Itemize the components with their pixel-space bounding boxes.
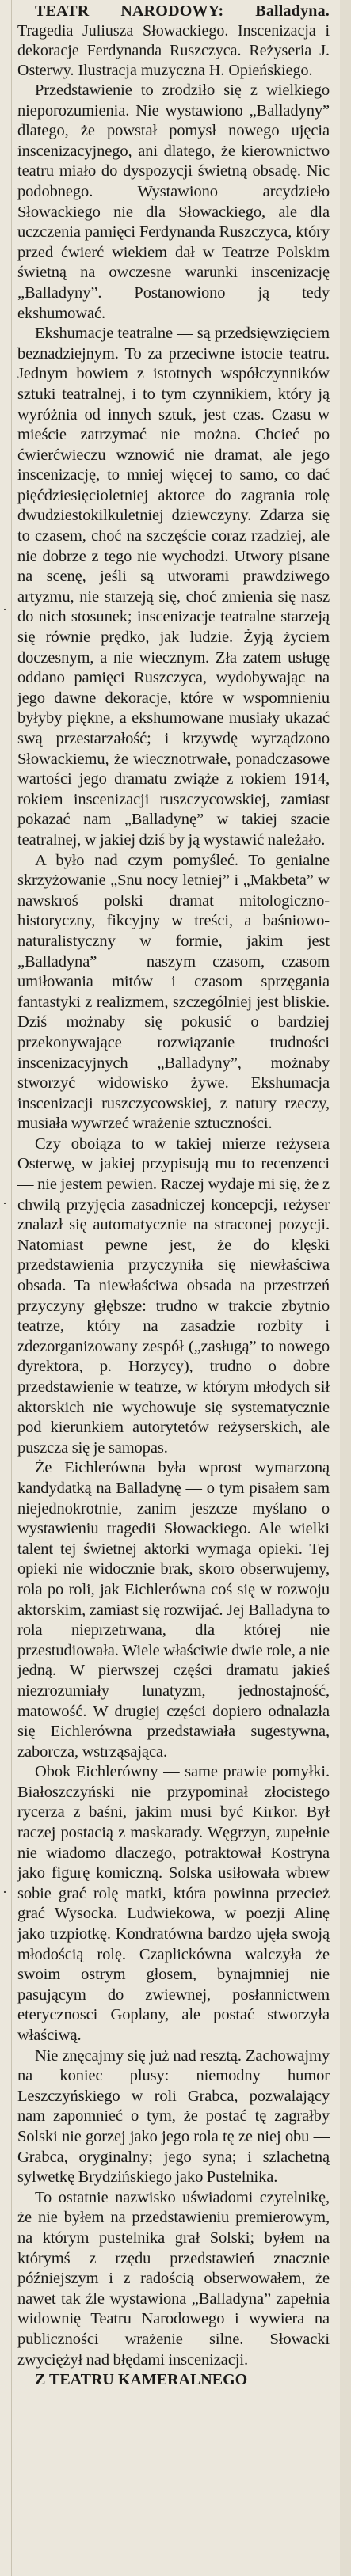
margin-mark: · <box>2 1884 7 1900</box>
right-page-edge <box>340 0 351 2576</box>
article-paragraph: A było nad czym pomyśleć. To genialne skrzyżowanie „Snu nocy letniej” i „Makbeta” w nawskroś polski dramat mitologiczno-historyczny, fikcyjny w treści, a baśniowo-naturalistyczny w formie, jakim jest „Balladyna” — naszym czasom, czasom umiłowania mitów i czasom sprzęgania fantastyki z realizmem, szczególniej jest bliskie. Dziś możnaby się pokusić o bardziej przekonywające rozwiązanie trudności inscenizacyjnych „Balladyny”, możnaby stworzyć widowisko żywe. Ekshumacja inscenizacji ruszczycowskiej, z natury rzeczy, musiała wywrzeć wrażenie sztuczności. <box>17 851 330 1133</box>
margin-mark: · <box>2 1195 7 1211</box>
article-paragraph: Że Eichlerówna była wprost wymarzoną kandydatką na Balladynę — o tym pisałem sam niejednokrotnie, zanim jeszcze myślano o wystawieniu tragedii Słowackiego. Ale wielki talent tej świetnej aktorki wymaga opieki. Tej opieki nie widocznie brak, skoro obserwujemy, rola po roli, jak Eichlerówna coś się w rozwoju aktorskim, zamiast się rozwijać. Jej Balladyna to rola nieprzetrwana, dla której nie przestudiowała. Wiele właściwie dwie role, a nie jedną. W pierwszej części dramatu jakieś niezrozumiały lunatyzm, jednostajność, matowość. W drugiej części dopiero odnalazła się Eichlerówna przedstawiała sugestywna, zaborcza, wstrząsająca. <box>17 1459 330 1761</box>
article-paragraph: Czy oboiąza to w takiej mierze reżysera Osterwę, w jakiej przypisują mu to recenzenci — nie jestem pewien. Raczej wydaje mi się, że z chwilą przyjęcia zasadniczej koncepcji, reżyser znalazł się automatycznie na straconej pozycji. Natomiast pewne jest, że do klęski przedstawienia przyczyniła się niewłaściwa obsada. Ta niewłaściwa obsada na przestrzeń przyczyny głębsze: trudno w trakcie zbytnio teatrze, który na zasadzie rozbity i zdezorganizowany zespół („zasługą” to nowego dyrektora, p. Horzycy), trudno o dobre przedstawienie w teatrze, w którym młodych sił aktorskich nie wychowuje się systematycznie pod kierunkiem autorytetów reżyserskich, ale puszcza się je samopas. <box>17 1134 330 1457</box>
article-paragraph: Ekshumacje teatralne — są przedsięwzięciem beznadziejnym. To za przeciwne istocie teatru. Jednym bowiem z istotnych współczynników sztuki teatralnej, i to tym czynnikiem, który ją wyróżnia od innych sztuk, jest czas. Czasu w mieście zatrzymać nie można. Chcieć po ćwierćwieczu wznowić nie dramat, ale jego inscenizację, to mniej więcej to samo, co dać pięćdziesięcioletniej aktorce do zagrania rolę dwudziestokilkuletniej dziewczyny. Zdarza się to czasem, choć na szczęście coraz rzadziej, ale nie dobrze z tego nie wychodzi. Utwory pisane na scenę, jeśli są utworami prawdziwego artyzmu, nie starzeją się, choć zmienia się nasz do nich stosunek; inscenizacje teatralne starzeją się równie prędko, jak ludzie. Żyją życiem doczesnym, a nie wiecznym. Zła zatem usługę oddano pamięci Ruszczyca, wydobywając na jego dawne dekoracje, które w wspomnieniu byłyby piękne, a ekshumowane musiały ukazać swą przestarzałość; i krzywdę wyrządzono Słowackiemu, że wiecznotrwałe, ponadczasowe wartości jego dramatu zwiąże z rokiem 1914, rokiem inscenizacji ruszczycowskiej, zamiast pokazać nam „Balladynę” w takiej szacie teatralnej, w jakiej dziś by ją wystawić należało. <box>17 325 330 849</box>
article-title <box>17 2 330 81</box>
article-paragraph: Nie znęcajmy się już nad resztą. Zachowajmy na koniec plusy: niemodny humor Leszczyńskiego w roli Grabca, pozwalający nam zapomnieć o tym, że postać tę zagrałby Solski nie gorzej jako jego rola tę ze niej obu — Grabca, oryginalny; jego syna; i szlachetną sylwetkę Brydzińskiego jako Pustelnika. <box>17 2046 330 2187</box>
next-article-heading-fragment: Z TEATRU KAMERALNEGO <box>35 2371 248 2389</box>
left-gutter <box>0 0 12 2576</box>
article-headline: TEATR NARODOWY: Balladyna. <box>35 2 330 20</box>
article-column <box>17 2 330 2389</box>
article-paragraph: Przedstawienie to zrodziło się z wielkiego nieporozumienia. Nie wystawiono „Balladyny” dlatego, że powstał pomysł nowego ujęcia inscenizacyjnego, ani dlatego, że kierownictwo teatru miało do dyspozycji świetną obsadę. Nic podobnego. Wystawiono arcydzieło Słowackiego nie dla Słowackiego, ale dla uczczenia pamięci Ferdynanda Ruszczyca, który przed ćwierć wiekiem dał w Teatrze Polskim świetną na owczesne warunki inscenizację „Balladyny”. Postanowiono ją tedy ekshumować. <box>17 82 330 322</box>
article-subtitle: Tragedia Juliusza Słowackiego. Inscenizacja i dekoracje Ferdynanda Ruszczyca. Reżyseria J. Osterwy. Ilustracja muzyczna H. Opieńskiego. <box>17 22 330 79</box>
article-paragraph: To ostatnie nazwisko uświadomi czytelnikę, że nie byłem na przedstawieniu premierowym, na którym pustelnika grał Solski; byłem na którymś z rzędu przedstawień znacznie późniejszym i z radością obserwowałem, że nawet tak źle wystawiona „Balladyna” zapełnia widownię Teatru Narodowego i wywiera na publiczności wrażenie silne. Słowacki zwyciężył nad błędami inscenizacji. <box>17 2188 330 2369</box>
margin-mark: · <box>2 602 7 617</box>
article-paragraph: Obok Eichlerówny — same prawie pomyłki. Białoszczyński nie przypominał złocistego rycerza z baśni, jakim musi być Kirkor. Był raczej postacią z maskarady. Węgrzyn, zupełnie nie wiadomo dlaczego, potraktował Kostryna jako figurę komiczną. Solska usiłowała wbrew sobie grać rolę matki, która powinna przecież grać Wysocka. Ludwiekowa, w poezji Alinę jako trzpiotkę. Kondratówna bardzo ujęła swoją młodością rolę. Czaplickówna walczyła że swoim ostrym głosem, bynajmniej nie pasującym do zwiewnej, posłannictwem eterycznosci Goplany, ale postać stworzyła właściwą. <box>17 1763 330 2044</box>
